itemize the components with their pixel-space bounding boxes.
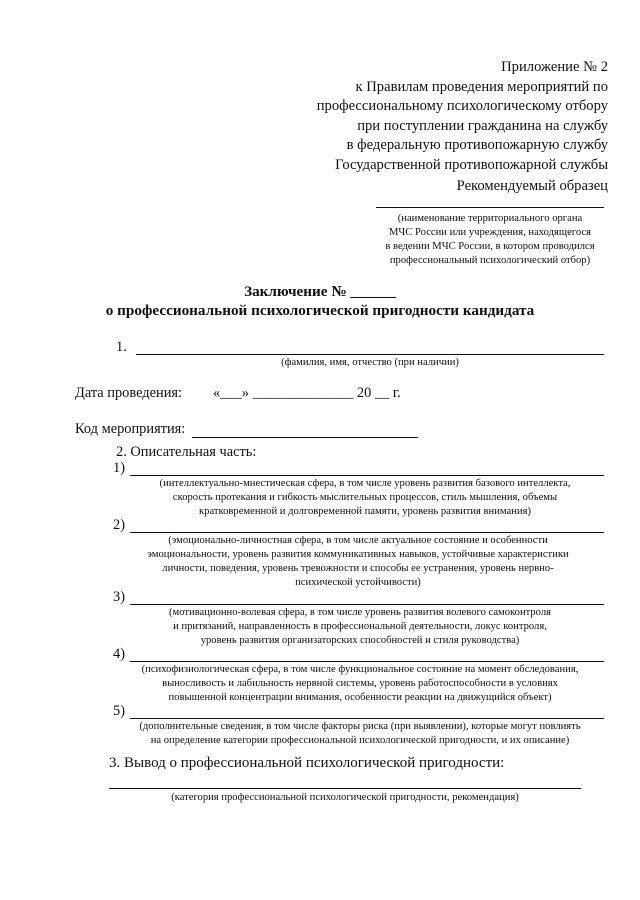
item-3-caption: (мотивационно-волевая сфера, в том числе уровень развития волевого самоконтроля и притязаний, направленность в профессиональной деятельности, локус контроля, уровень развития организаторских способностей и стиля руководства) [169,607,551,646]
item-5-number: 5) [113,703,125,719]
item-4-field[interactable] [130,661,604,662]
date-label: Дата проведения: [75,385,183,401]
appendix-line: к Правилам проведения мероприятий по [355,78,608,95]
document-title: Заключение № ______ [244,283,396,300]
appendix-line: Государственной противопожарной службы [335,156,608,173]
event-code-field[interactable] [192,437,418,438]
full-name-caption: (фамилия, имя, отчество (при наличии) [281,357,459,368]
organization-field[interactable] [376,207,604,208]
document-subtitle: о профессиональной психологической пригодности кандидата [105,302,535,319]
appendix-header [317,58,608,175]
item-2-field[interactable] [130,532,604,533]
organization-caption: (наименование территориального органа МЧС России или учреждения, находящегося в ведении МЧС России, в котором проводился профессиональный психологический отбор) [385,213,595,266]
recommended-sample-label: Рекомендуемый образец [456,178,608,194]
conclusion-field[interactable] [109,788,581,789]
appendix-line: в федеральную противопожарную службу [346,137,608,153]
item-4-number: 4) [113,646,125,662]
item-1-caption: (интеллектуально-мнестическая сфера, в том числе уровень развития базового интеллекта, скорость протекания и гибкость мыслительных процессов, стиль мышления, объемы кратковременной и долговременной памяти, уровень развития внимания) [159,478,571,517]
appendix-line: Приложение № 2 [501,59,608,75]
date-field[interactable]: «___» ______________ 20 __ г. [213,385,401,401]
item-2-caption: (эмоционально-личностная сфера, в том числе актуальное состояние и особенности эмоциональности, уровень развития коммуникативных навыков, устойчивые характеристики личности, поведения, уровень тревожности и способы ее устранения, уровень нервно- психической устойчивости) [147,535,569,588]
section-2-heading: 2. Описательная часть: [116,444,257,460]
item-1-field[interactable] [130,475,604,476]
conclusion-caption: (категория профессиональной психологической пригодности, рекомендация) [171,792,519,803]
appendix-line: при поступлении гражданина на службу [357,117,608,134]
full-name-field[interactable] [136,354,604,355]
section-1-number: 1. [116,339,127,355]
section-3-heading: 3. Вывод о профессиональной психологической пригодности: [109,755,505,771]
event-code-label: Код мероприятия: [75,421,186,437]
item-5-caption: (дополнительные сведения, в том числе факторы риска (при выявлении), которые могут повлиять на определение категории профессиональной психологической пригодности, и их описание) [139,721,581,746]
item-5-field[interactable] [130,718,604,719]
item-2-number: 2) [113,517,125,533]
item-4-caption: (психофизиологическая сфера, в том числе функциональное состояние на момент обследования, выносливость и лабильность нервной системы, уровень работоспособности в условиях повышенной концентрации внимания, особенности реакции на движущийся объект) [141,664,579,703]
appendix-line: профессиональному психологическому отбору [316,98,608,114]
item-3-number: 3) [113,589,125,605]
item-3-field[interactable] [130,604,604,605]
item-1-number: 1) [113,460,125,476]
